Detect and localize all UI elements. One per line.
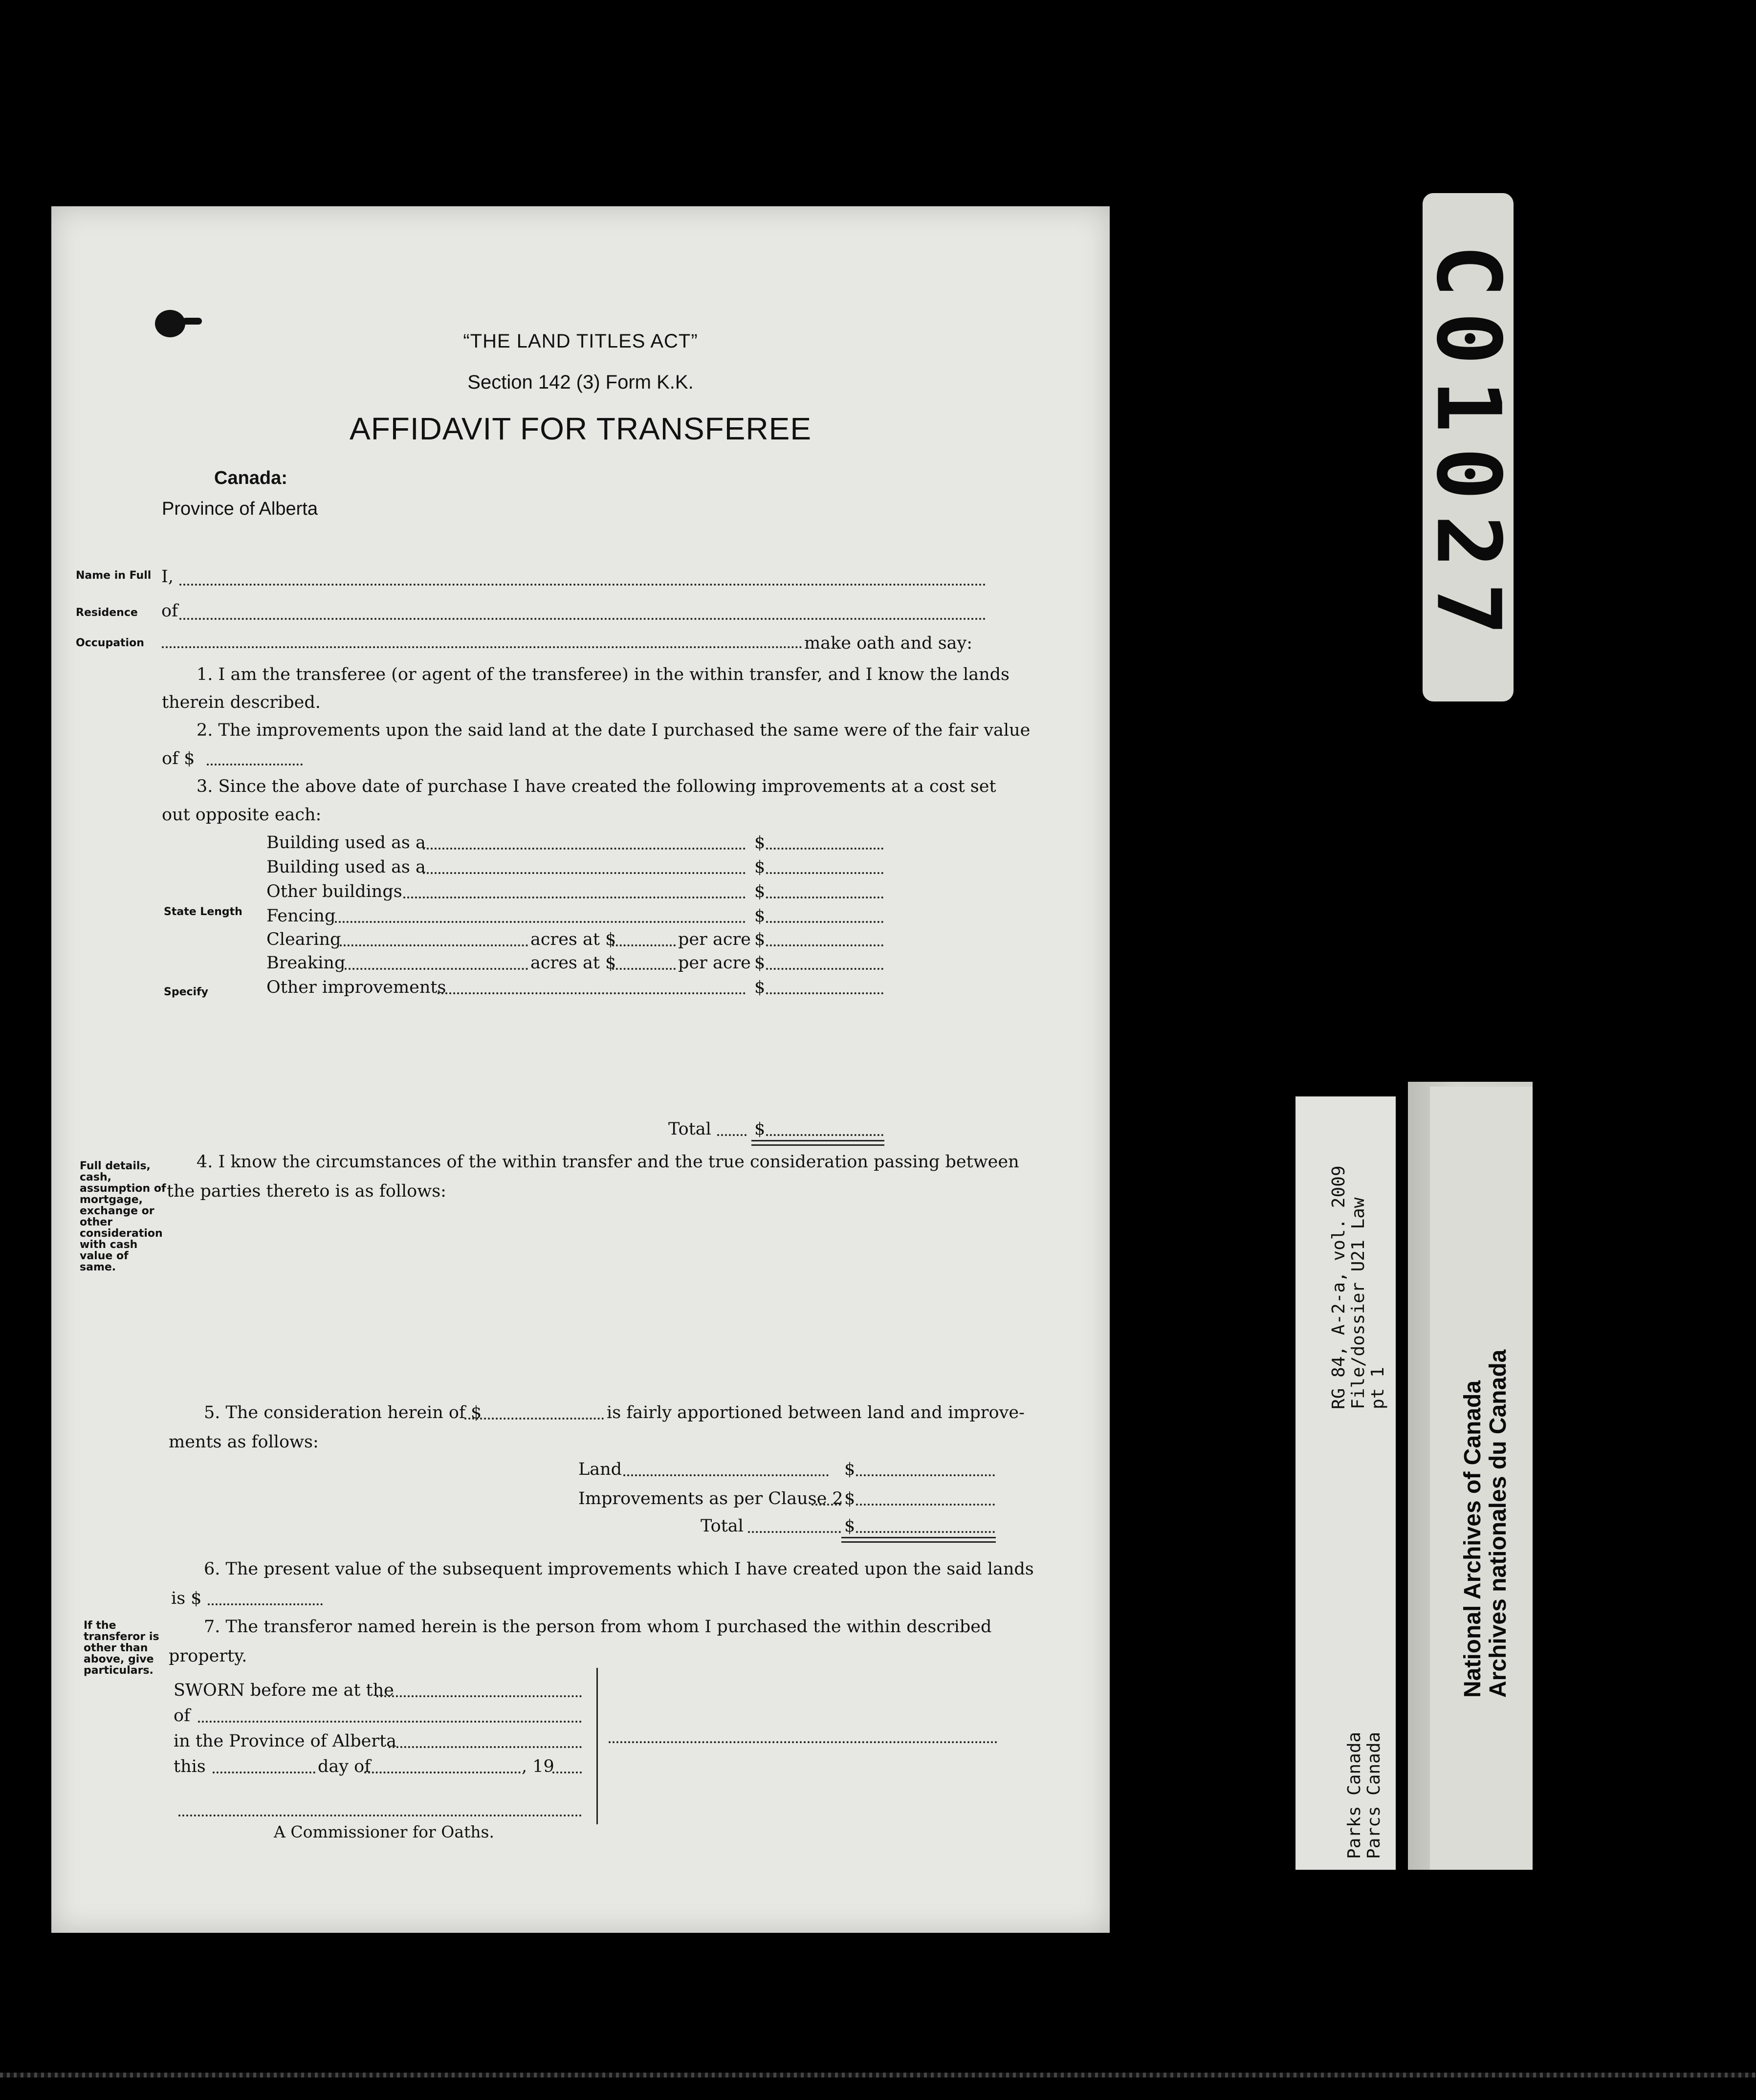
- paragraph-5-b: is fairly apportioned between land and improve-: [607, 1403, 1025, 1422]
- margin-name-in-full: Name in Full: [76, 569, 152, 582]
- paragraph-6: 6. The present value of the subsequent improvements which I have created upon the said lands: [204, 1559, 1034, 1579]
- item-other-buildings: Other buildings: [266, 882, 402, 901]
- paragraph-7: 7. The transferor named herein is the person from whom I purchased the within described: [204, 1617, 992, 1637]
- total-label: Total: [668, 1119, 711, 1139]
- jurisdiction-canada: Canada:: [214, 468, 287, 488]
- affidavit-document: [51, 206, 1110, 1933]
- deponent-signature-line[interactable]: [609, 1741, 997, 1743]
- improvements-clause-label: Improvements as per Clause 2: [578, 1489, 843, 1509]
- dollar-sign: $: [844, 1516, 856, 1536]
- present-value-field[interactable]: [208, 1603, 323, 1605]
- paragraph-1-cont: therein described.: [162, 693, 321, 712]
- commissioner-label: A Commissioner for Oaths.: [274, 1822, 494, 1841]
- total-2-field[interactable]: [856, 1531, 995, 1533]
- ink-blot: [182, 318, 202, 325]
- item-other-improvements: Other improvements: [266, 978, 446, 997]
- dollar-sign: $: [754, 857, 766, 877]
- margin-residence: Residence: [76, 607, 138, 619]
- other-improvements-cost-field[interactable]: [766, 992, 883, 994]
- per-acre-label: per acre: [678, 930, 751, 949]
- dollar-sign: $: [754, 953, 766, 973]
- paragraph-5-cont: ments as follows:: [169, 1432, 319, 1452]
- land-label: Land: [578, 1460, 622, 1479]
- other-buildings-cost-field[interactable]: [766, 897, 883, 898]
- margin-transferor: If the transferor is other than above, give particulars.: [84, 1619, 159, 1677]
- name-field[interactable]: [179, 584, 986, 586]
- sworn-place-field[interactable]: [376, 1695, 582, 1697]
- other-buildings-field[interactable]: [403, 897, 746, 898]
- sworn-of-field[interactable]: [198, 1721, 582, 1723]
- line-of-label: of: [161, 601, 178, 621]
- signature-divider: [596, 1668, 598, 1824]
- fair-value-field[interactable]: [207, 764, 303, 766]
- sworn-province-leader: [389, 1746, 582, 1748]
- building-1-use-field[interactable]: [423, 848, 746, 850]
- item-fencing: Fencing: [266, 906, 336, 926]
- building-1-cost-field[interactable]: [766, 848, 883, 850]
- reference-line-1: RG 84, A-2-a, vol. 2009: [1329, 1165, 1349, 1409]
- other-improvements-field[interactable]: [438, 992, 746, 994]
- sworn-of-label: of: [174, 1706, 191, 1726]
- paragraph-6-cont: is $: [171, 1589, 202, 1608]
- paragraph-2-cont: of $: [162, 749, 195, 768]
- item-building-2: Building used as a: [266, 857, 426, 877]
- reference-label: [1295, 1096, 1396, 1870]
- total-2-label: Total: [701, 1516, 744, 1536]
- jurisdiction-province: Province of Alberta: [162, 499, 318, 519]
- margin-specify: Specify: [164, 986, 209, 998]
- sworn-province-label: in the Province of Alberta: [174, 1731, 397, 1751]
- item-building-1: Building used as a: [266, 833, 426, 853]
- dollar-sign: $: [844, 1489, 856, 1509]
- building-2-use-field[interactable]: [423, 872, 746, 874]
- margin-occupation: Occupation: [76, 637, 144, 649]
- breaking-rate-field[interactable]: [612, 968, 676, 970]
- clearing-rate-field[interactable]: [612, 944, 676, 946]
- item-clearing: Clearing: [266, 930, 341, 949]
- consideration-field[interactable]: [464, 1418, 604, 1420]
- clearing-cost-field[interactable]: [766, 944, 883, 946]
- fencing-field[interactable]: [335, 921, 746, 923]
- sworn-this-label: this: [174, 1757, 206, 1776]
- residence-field[interactable]: [179, 618, 986, 620]
- dollar-sign: $: [754, 978, 766, 997]
- reference-line-2: File/dossier U21 Law: [1348, 1197, 1368, 1409]
- archives-label: [1430, 1087, 1533, 1870]
- sworn-month-field[interactable]: [364, 1772, 521, 1773]
- sworn-day-of-label: day of: [318, 1757, 371, 1776]
- fencing-cost-field[interactable]: [766, 921, 883, 923]
- dollar-sign: $: [754, 930, 766, 949]
- breaking-cost-field[interactable]: [766, 968, 883, 970]
- dollar-sign: $: [754, 833, 766, 853]
- dollar-sign: $: [844, 1460, 856, 1479]
- sworn-year-label: , 19: [522, 1757, 554, 1776]
- paragraph-2: 2. The improvements upon the said land at the date I purchased the same were of the fair value: [197, 721, 1031, 740]
- page-title: AFFIDAVIT FOR TRANSFEREE: [350, 411, 812, 446]
- paragraph-3-cont: out opposite each:: [162, 805, 322, 825]
- frame-number-tag: [1417, 193, 1519, 701]
- section-reference: Section 142 (3) Form K.K.: [467, 372, 694, 393]
- agency-en: Parks Canada: [1344, 1731, 1364, 1859]
- paragraph-3: 3. Since the above date of purchase I have created the following improvements at a cost set: [197, 777, 996, 796]
- line-i-label: I,: [161, 567, 174, 587]
- paragraph-4: 4. I know the circumstances of the within transfer and the true consideration passing between: [197, 1152, 1019, 1172]
- archives-name-fr: Archives nationales du Canada: [1485, 1349, 1511, 1698]
- sworn-at-label: SWORN before me at the: [174, 1681, 394, 1700]
- dollar-sign: $: [754, 1119, 766, 1139]
- paragraph-1: 1. I am the transferee (or agent of the transferee) in the within transfer, and I know the lands: [197, 665, 1010, 684]
- total-double-rule: [751, 1140, 884, 1146]
- total-2-double-rule: [841, 1537, 996, 1543]
- land-value-field[interactable]: [856, 1474, 995, 1476]
- total-2-leader: [748, 1531, 841, 1533]
- clearing-acres-field[interactable]: [340, 944, 528, 946]
- per-acre-label: per acre: [678, 953, 751, 973]
- improvements-value-field[interactable]: [856, 1504, 995, 1506]
- dollar-sign: $: [754, 906, 766, 926]
- margin-full-details: Full details, cash, assumption of mortgage, exchange or other consideration with cash value of same.: [80, 1160, 166, 1273]
- dollar-sign: $: [754, 882, 766, 901]
- act-title: “THE LAND TITLES ACT”: [463, 330, 698, 352]
- building-2-cost-field[interactable]: [766, 872, 883, 874]
- acres-at-label: acres at $: [530, 953, 616, 973]
- sworn-day-field[interactable]: [213, 1772, 315, 1773]
- archives-name-en: National Archives of Canada: [1460, 1380, 1486, 1698]
- paragraph-5: 5. The consideration herein of $: [204, 1403, 482, 1422]
- make-oath-text: make oath and say:: [804, 634, 973, 653]
- acres-at-label: acres at $: [530, 930, 616, 949]
- total-leader: [717, 1134, 746, 1136]
- sworn-year-field[interactable]: [552, 1772, 582, 1773]
- frame-number: C01027: [1417, 244, 1519, 651]
- margin-state-length: State Length: [164, 906, 242, 918]
- breaking-acres-field[interactable]: [345, 968, 528, 970]
- commissioner-signature-line[interactable]: [178, 1815, 582, 1816]
- item-breaking: Breaking: [266, 953, 346, 973]
- paragraph-7-cont: property.: [169, 1646, 247, 1666]
- occupation-field[interactable]: [162, 646, 802, 648]
- reference-line-3: pt 1: [1368, 1367, 1388, 1409]
- total-field[interactable]: [766, 1134, 883, 1136]
- improvements-leader: [812, 1504, 841, 1506]
- film-edge-strip: [0, 2073, 1756, 2078]
- paragraph-4-cont: the parties thereto is as follows:: [167, 1181, 446, 1201]
- land-leader: [623, 1474, 829, 1476]
- agency-fr: Parcs Canada: [1364, 1731, 1384, 1859]
